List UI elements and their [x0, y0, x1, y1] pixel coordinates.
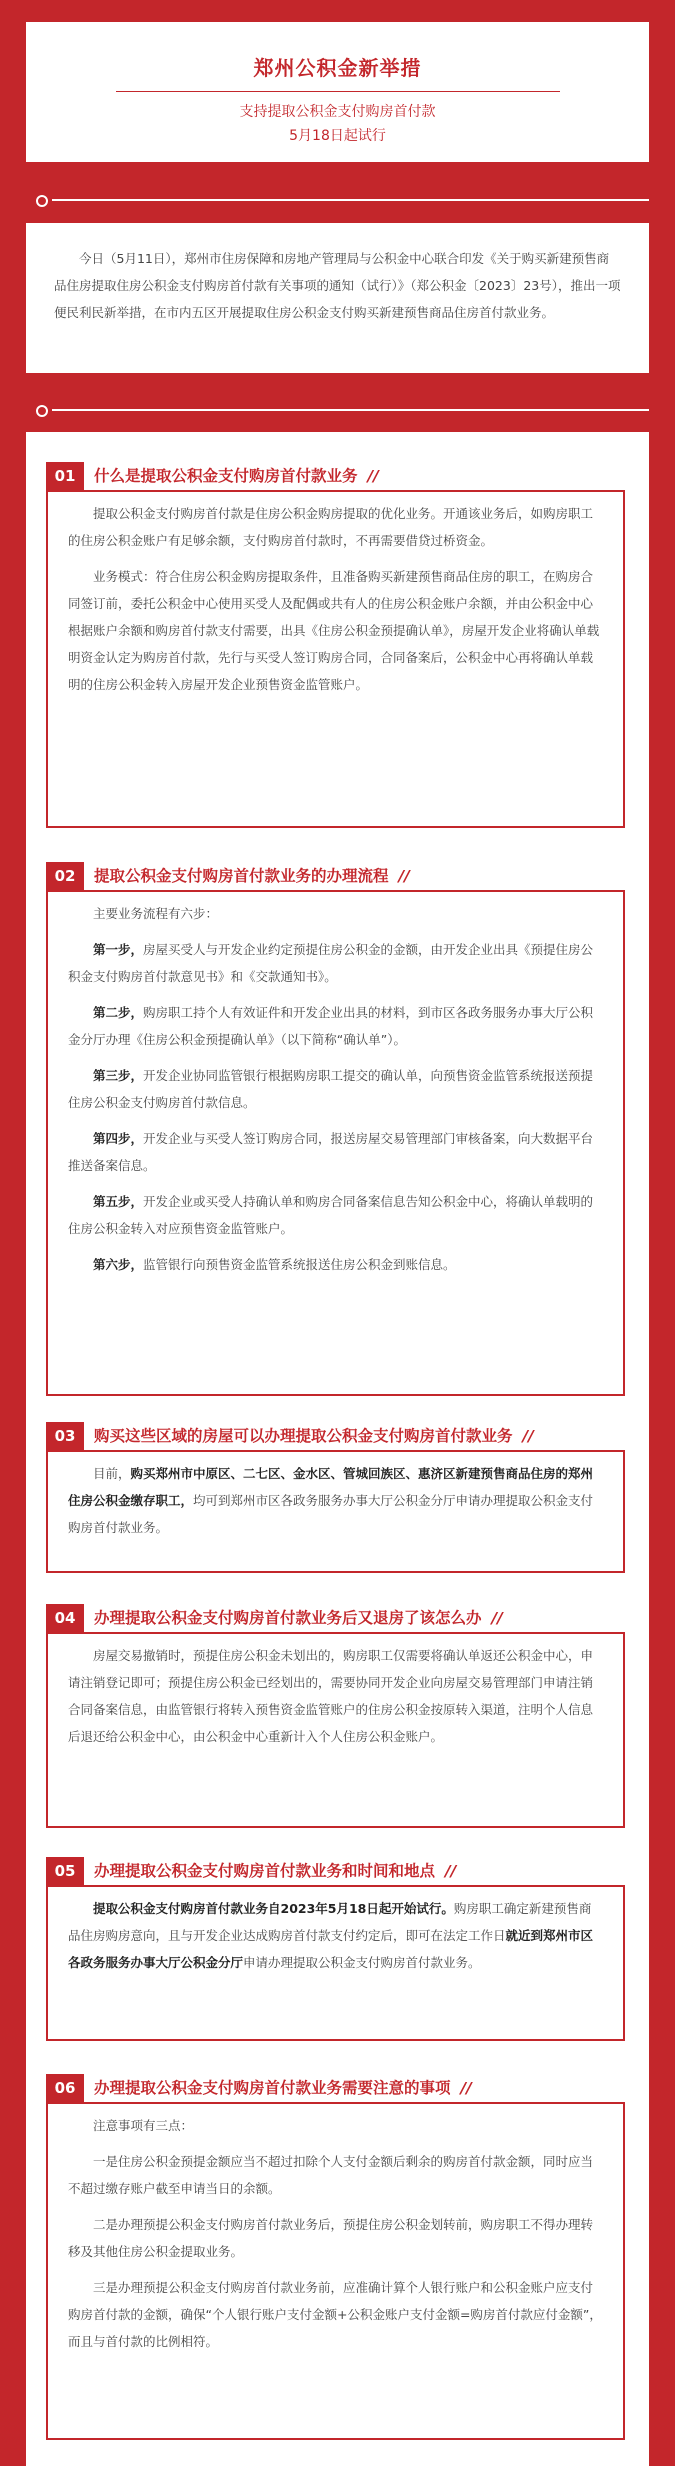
slashes-decoration: // [491, 1609, 503, 1627]
section-body [46, 1885, 625, 2041]
subtitle-line-1: 支持提取公积金支付购房首付款 [239, 104, 436, 120]
paragraph: 第一步，房屋买受人与开发企业约定预提住房公积金的金额，由开发企业出具《预提住房公积金支付购房首付款意见书》和《交款通知书》。 [68, 942, 594, 984]
subtitle-line-2: 5月18日起试行 [289, 128, 386, 144]
paragraph: 提取公积金支付购房首付款业务自2023年5月18日起开始试行。购房职工确定新建预售商品住房购房意向，且与开发企业达成购房首付款支付约定后，即可在法定工作日就近到郑州市区各政务服务办事大厅公积金分厅申请办理提取公积金支付购房首付款业务。 [68, 1901, 594, 1970]
slashes-decoration: // [398, 867, 410, 885]
intro-text: 今日（5月11日），郑州市住房保障和房地产管理局与公积金中心联合印发《关于购买新建预售商品住房提取住房公积金支付购房首付款有关事项的通知（试行）》（郑公积金〔2023〕23号），推出一项便民利民新举措，在市内五区开展提取住房公积金支付购买新建预售商品住房首付款业务。 [54, 251, 621, 320]
slashes-decoration: // [367, 467, 379, 485]
section-header [46, 862, 629, 890]
paragraph: 第四步，开发企业与买受人签订购房合同，报送房屋交易管理部门审核备案，向大数据平台推送备案信息。 [68, 1131, 594, 1173]
section-title: 提取公积金支付购房首付款业务的办理流程 // [94, 867, 410, 885]
paragraph: 注意事项有三点： [93, 2118, 194, 2133]
section-03 [46, 1422, 629, 1535]
paragraph: 第六步，监管银行向预售资金监管系统报送住房公积金到账信息。 [93, 1257, 456, 1272]
paragraph: 第五步，开发企业或买受人持确认单和购房合同备案信息告知公积金中心，将确认单载明的住房公积金转入对应预售资金监管账户。 [68, 1194, 594, 1236]
section-06 [46, 2074, 629, 2349]
separator-dot-icon [36, 195, 48, 207]
section-body [46, 1450, 625, 1573]
paragraph: 目前，购买郑州市中原区、二七区、金水区、管城回族区、惠济区新建预售商品住房的郑州住房公积金缴存职工，均可到郑州市区各政务服务办事大厅公积金分厅申请办理提取公积金支付购房首付款业务。 [68, 1466, 594, 1535]
section-header [46, 1604, 629, 1632]
section-title: 购买这些区域的房屋可以办理提取公积金支付购房首付款业务 // [94, 1427, 534, 1445]
section-02 [46, 862, 629, 1272]
paragraph: 主要业务流程有六步： [93, 906, 219, 921]
section-number: 06 [46, 2074, 84, 2102]
slashes-decoration: // [522, 1427, 534, 1445]
header-card [26, 22, 649, 162]
paragraph: 房屋交易撤销时，预提住房公积金未划出的，购房职工仅需要将确认单返还公积金中心，申请注销登记即可；预提住房公积金已经划出的，需要协同开发企业向房屋交易管理部门申请注销合同备案信息，由监管银行将转入预售资金监管账户的住房公积金按原转入渠道，注明个人信息后退还给公积金中心，由公积金中心重新计入个人住房公积金账户。 [68, 1648, 594, 1744]
section-title: 办理提取公积金支付购房首付款业务需要注意的事项 // [94, 2079, 472, 2097]
paragraph: 第三步，开发企业协同监管银行根据购房职工提交的确认单，向预售资金监管系统报送预提住房公积金支付购房首付款信息。 [68, 1068, 594, 1110]
section-number: 03 [46, 1422, 84, 1450]
section-body [46, 490, 625, 828]
paragraph: 提取公积金支付购房首付款是住房公积金购房提取的优化业务。开通该业务后，如购房职工的住房公积金账户有足够余额，支付购房首付款时，不再需要借贷过桥资金。 [68, 506, 594, 548]
paragraph: 一是住房公积金预提金额应当不超过扣除个人支付金额后剩余的购房首付款金额，同时应当不超过缴存账户截至申请当日的余额。 [68, 2154, 594, 2196]
title-divider [116, 91, 560, 92]
separator-dot-icon [36, 405, 48, 417]
main-card [26, 432, 649, 2466]
section-header [46, 462, 629, 490]
section-header [46, 2074, 629, 2102]
paragraph: 三是办理预提公积金支付购房首付款业务前，应准确计算个人银行账户和公积金账户应支付购房首付款的金额，确保“个人银行账户支付金额+公积金账户支付金额=购房首付款应付金额”，而且与首付款的比例相符。 [68, 2280, 602, 2349]
section-number: 05 [46, 1857, 84, 1885]
section-title: 什么是提取公积金支付购房首付款业务 // [94, 467, 379, 485]
intro-card [26, 223, 649, 373]
section-04 [46, 1604, 629, 1744]
slashes-decoration: // [445, 1862, 457, 1880]
section-number: 02 [46, 862, 84, 890]
section-05 [46, 1857, 629, 1970]
separator-1 [26, 193, 649, 207]
section-body [46, 2102, 625, 2440]
section-01 [46, 462, 629, 692]
section-number: 04 [46, 1604, 84, 1632]
paragraph: 第二步，购房职工持个人有效证件和开发企业出具的材料，到市区各政务服务办事大厅公积金分厅办理《住房公积金预提确认单》（以下简称“确认单”）。 [68, 1005, 594, 1047]
section-title: 办理提取公积金支付购房首付款业务后又退房了该怎么办 // [94, 1609, 503, 1627]
section-header [46, 1857, 629, 1885]
separator-2 [26, 403, 649, 417]
paragraph: 业务模式：符合住房公积金购房提取条件，且准备购买新建预售商品住房的职工，在购房合同签订前，委托公积金中心使用买受人及配偶或共有人的住房公积金账户余额，并由公积金中心根据账户余额和购房首付款支付需要，出具《住房公积金预提确认单》，房屋开发企业将确认单载明资金认定为购房首付款，先行与买受人签订购房合同，合同备案后，公积金中心再将确认单载明的住房公积金转入房屋开发企业预售资金监管账户。 [68, 569, 600, 692]
paragraph: 二是办理预提公积金支付购房首付款业务后，预提住房公积金划转前，购房职工不得办理转移及其他住房公积金提取业务。 [68, 2217, 594, 2259]
section-body [46, 1632, 625, 1828]
section-title: 办理提取公积金支付购房首付款业务和时间和地点 // [94, 1862, 457, 1880]
section-body [46, 890, 625, 1396]
section-header [46, 1422, 629, 1450]
page-title: 郑州公积金新举措 [253, 56, 422, 80]
section-number: 01 [46, 462, 84, 490]
slashes-decoration: // [460, 2079, 472, 2097]
